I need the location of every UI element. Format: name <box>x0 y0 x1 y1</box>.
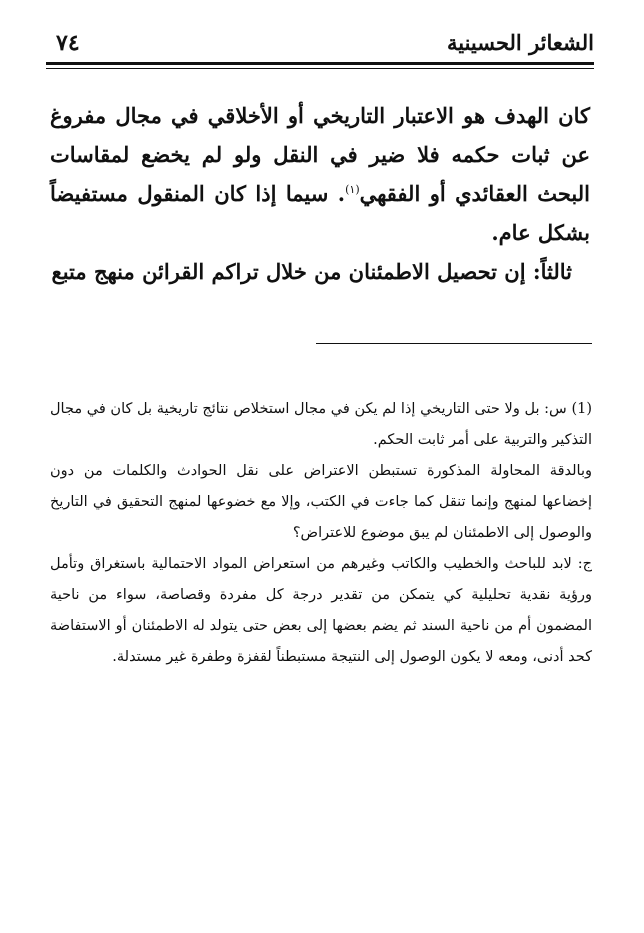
header-rule-thick <box>46 62 594 65</box>
paragraph-1-text-end: . سيما إذا كان المنقول مستفيضاً بشكل عام. <box>50 181 590 245</box>
footnote-1-question <box>50 394 592 456</box>
footnotes <box>50 394 592 673</box>
footnote-separator <box>316 343 592 344</box>
footnote-1-answer: ج: لابد للباحث والخطيب والكاتب وغيرهم من استعراض المواد الاحتمالية باستغراق وتأمل ورؤية نقدية تحليلية كي يتمكن من تقدير درجة كل مفردة وقصاصة، سواء من ناحية المضمون أم من ناحية السند ثم يضم بعضها إلى بعض حتى يتولد له الاطمئنان أو الاستفاضة كحد أدنى، ومعه لا يكون الوصول إلى النتيجة مستبطناً لقفزة وطفرة غير مستدلة. <box>50 556 592 665</box>
main-text <box>50 96 590 291</box>
footnote-1-number: (1) <box>571 401 593 417</box>
footnote-1-question-continued: وبالدقة المحاولة المذكورة تستبطن الاعتراض على نقل الحوادث والكلمات من دون إخضاعها لمنهج وإنما تنقل كما جاءت في الكتب، وإلا مع خضوعها لمنهج التحقيق في التاريخ والوصول إلى الاطمئنان لم يبق موضوع للاعتراض؟ <box>50 463 592 541</box>
footnote-reference[interactable]: (١) <box>345 183 360 196</box>
paragraph-2: ثالثاً: إن تحصيل الاطمئنان من خلال تراكم القرائن منهج متبع <box>51 259 572 284</box>
paragraph-1-text: كان الهدف هو الاعتبار التاريخي أو الأخلاقي في مجال مفروغ عن ثبات حكمه فلا ضير في النقل ولو لم يخضع لمقاسات البحث العقائدي أو الفقهي <box>50 103 590 206</box>
running-header <box>46 24 594 62</box>
paragraph-1 <box>50 96 590 252</box>
running-title: الشعائر الحسينية <box>446 30 594 55</box>
page-number: ٧٤ <box>56 30 80 56</box>
header-rule-thin <box>46 68 594 69</box>
footnote-1-question-text: س: بل ولا حتى التاريخي إذا لم يكن في مجال استخلاص نتائج تاريخية بل كان في مجال التذكير والتربية على أمر ثابت الحكم. <box>50 401 592 448</box>
